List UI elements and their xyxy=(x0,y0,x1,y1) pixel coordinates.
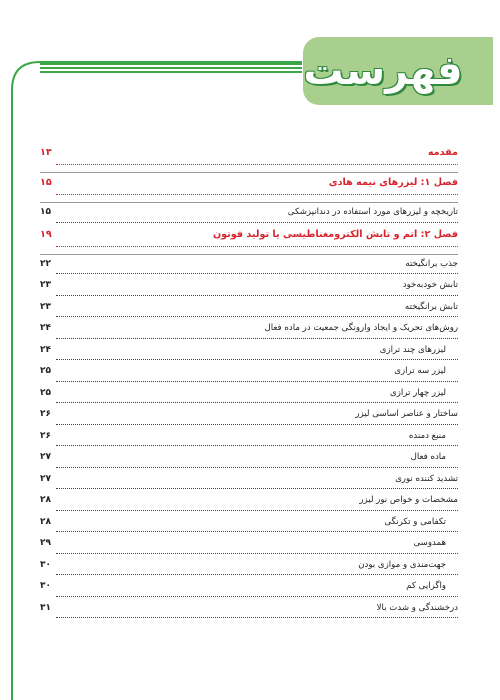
dot-leader xyxy=(56,467,458,468)
toc-entry-label: لیزرهای چند ترازی xyxy=(379,344,446,355)
dot-leader xyxy=(56,273,458,274)
dot-leader xyxy=(56,246,458,247)
dot-leader xyxy=(56,574,458,575)
toc-entry[interactable] xyxy=(40,343,458,365)
toc-entry-label: منبع دمنده xyxy=(408,430,446,441)
dot-leader xyxy=(56,596,458,597)
toc-page-number: ۲۸ xyxy=(40,495,51,505)
table-of-contents xyxy=(40,145,458,622)
dot-leader xyxy=(56,445,458,446)
toc-entry[interactable] xyxy=(40,493,458,515)
toc-entry[interactable] xyxy=(40,536,458,558)
toc-page-number: ۲۵ xyxy=(40,387,51,398)
toc-entry-label: فصل ۱: لیزرهای نیمه هادی xyxy=(328,177,458,188)
dot-leader xyxy=(56,381,458,382)
toc-entry-label: تاریخچه و لیزرهای مورد استفاده در دندانپزشکی xyxy=(287,207,458,217)
dot-leader xyxy=(56,194,458,195)
toc-page-number: ۳۰ xyxy=(40,559,51,570)
toc-page-number: ۱۵ xyxy=(40,177,52,188)
toc-entry[interactable] xyxy=(40,579,458,601)
toc-page-number: ۲۲ xyxy=(40,258,51,269)
toc-entry[interactable] xyxy=(40,450,458,472)
toc-chapter-entry[interactable] xyxy=(40,145,458,169)
toc-page-number: ۳۱ xyxy=(40,602,51,613)
toc-entry-label: روش‌های تحریک و ایجاد وارونگی جمعیت در ماده فعال xyxy=(264,323,458,333)
toc-entry[interactable] xyxy=(40,429,458,451)
dot-leader xyxy=(56,617,458,618)
toc-entry[interactable] xyxy=(40,386,458,408)
toc-chapter-entry[interactable] xyxy=(40,175,458,199)
toc-entry[interactable] xyxy=(40,407,458,429)
toc-page-number: ۲۵ xyxy=(40,366,51,376)
dot-leader xyxy=(56,222,458,223)
toc-page-number: ۲۶ xyxy=(40,409,51,419)
toc-entry[interactable] xyxy=(40,364,458,386)
toc-page-number: ۲۳ xyxy=(40,301,51,312)
toc-entry-label: واگرایی کم xyxy=(406,581,446,591)
toc-entry-label: ماده فعال xyxy=(410,452,446,462)
dot-leader xyxy=(56,359,458,360)
toc-entry-label: تکفامی و تکرنگی xyxy=(384,516,446,527)
toc-chapter-entry[interactable] xyxy=(40,227,458,251)
toc-entry-label: همدوسی xyxy=(413,538,446,548)
toc-entry-label: فصل ۲: اتم و تابش الکترومغناطیسی یا تولید فوتون xyxy=(212,228,458,240)
toc-entry[interactable] xyxy=(40,601,458,623)
toc-entry[interactable] xyxy=(40,515,458,537)
toc-page-number: ۲۹ xyxy=(40,538,51,548)
toc-entry-label: درخشندگی و شدت بالا xyxy=(376,602,458,613)
toc-page-number: ۲۸ xyxy=(40,516,51,527)
toc-page-number: ۲۷ xyxy=(40,473,51,484)
toc-entry-label: لیزر سه ترازی xyxy=(394,366,446,376)
toc-page-number: ۳۰ xyxy=(40,581,51,591)
dot-leader xyxy=(56,424,458,425)
toc-entry-label: تابش برانگیخته xyxy=(404,301,458,312)
toc-page-number: ۲۴ xyxy=(40,323,51,333)
toc-entry-label: جهت‌مندی و موازی بودن xyxy=(358,559,446,570)
toc-entry[interactable] xyxy=(40,321,458,343)
toc-page-number: ۱۹ xyxy=(40,228,52,240)
toc-page-number: ۲۶ xyxy=(40,430,51,441)
toc-entry-label: مقدمه xyxy=(427,147,458,158)
dot-leader xyxy=(56,316,458,317)
toc-entry[interactable] xyxy=(40,472,458,494)
toc-entry-label: ساختار و عناصر اساسی لیزر xyxy=(355,409,458,419)
toc-entry-label: تشدید کننده نوری xyxy=(395,473,458,484)
dot-leader xyxy=(56,402,458,403)
toc-entry-label: تابش خودبه‌خود xyxy=(402,280,458,290)
toc-entry-label: لیزر چهار ترازی xyxy=(389,387,446,398)
toc-page-number: ۲۷ xyxy=(40,452,51,462)
toc-page-number: ۲۴ xyxy=(40,344,51,355)
toc-entry-label: جذب برانگیخته xyxy=(405,258,458,269)
toc-page-number: ۲۳ xyxy=(40,280,51,290)
dot-leader xyxy=(56,338,458,339)
dot-leader xyxy=(56,164,458,165)
toc-entry-label: مشخصات و خواص نور لیزر xyxy=(359,495,458,505)
toc-entry[interactable] xyxy=(40,558,458,580)
toc-page-number: ۱۳ xyxy=(40,147,52,158)
toc-entry[interactable] xyxy=(40,300,458,322)
dot-leader xyxy=(56,510,458,511)
title-stripes xyxy=(40,63,302,77)
dot-leader xyxy=(56,295,458,296)
toc-entry[interactable] xyxy=(40,278,458,300)
toc-entry[interactable] xyxy=(40,257,458,279)
dot-leader xyxy=(56,488,458,489)
page-title: فهرست xyxy=(303,48,463,94)
toc-entry[interactable] xyxy=(40,205,458,227)
toc-page-number: ۱۵ xyxy=(40,207,51,217)
dot-leader xyxy=(56,553,458,554)
dot-leader xyxy=(56,531,458,532)
